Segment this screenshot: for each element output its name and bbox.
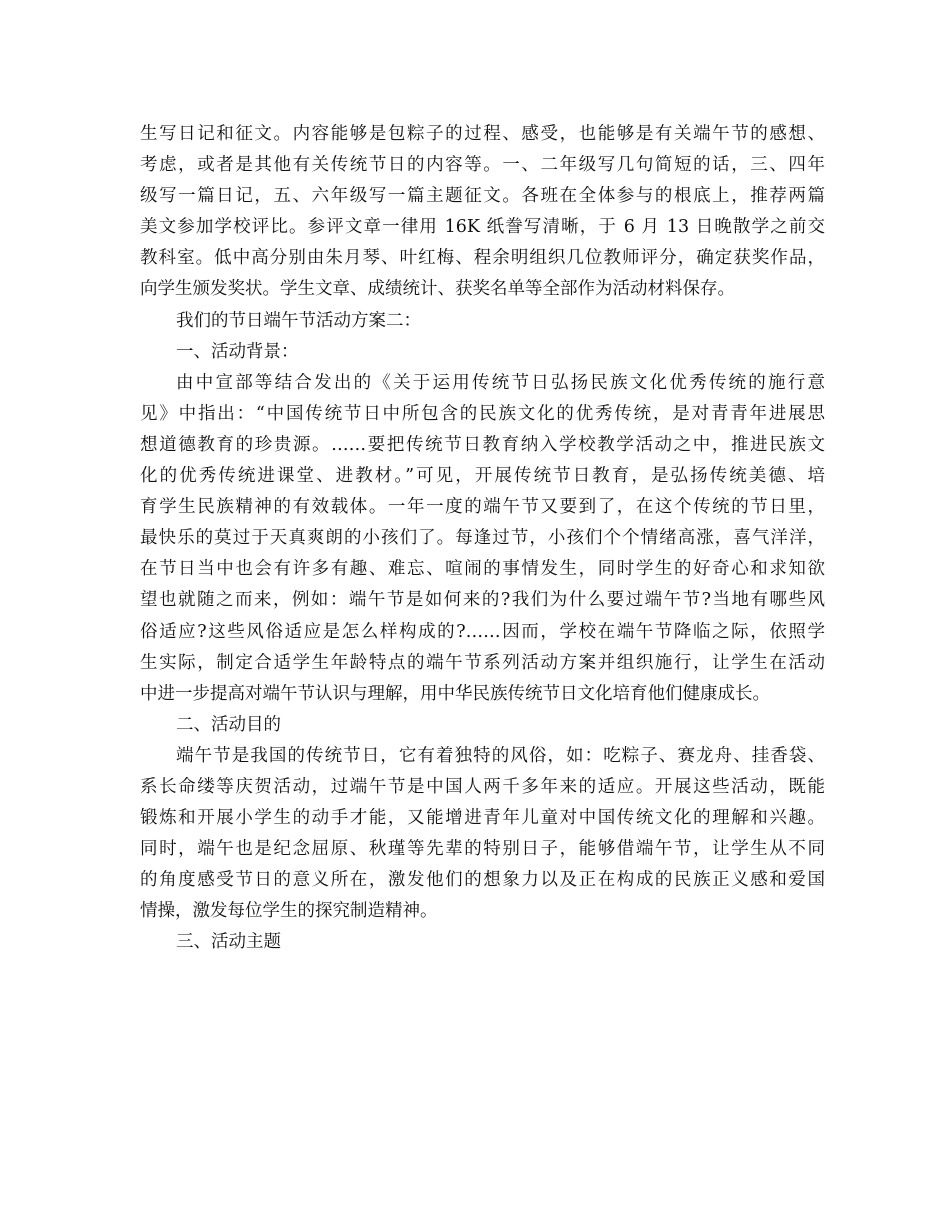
paragraph-line: 美文参加学校评比。参评文章一律用 16K 纸誊写清晰，于 6 月 13 日晚散学之前交 <box>140 217 825 238</box>
paragraph-line: 教科室。低中高分别由朱月琴、叶红梅、程余明组织几位教师评分，确定获奖作品， <box>140 248 825 269</box>
paragraph-line: 级写一篇日记，五、六年级写一篇主题征文。各班在全体参与的根底上，推荐两篇 <box>140 186 825 207</box>
paragraph-line: 见》中指出：“中国传统节日中所包含的民族文化的优秀传统，是对青青年进展思 <box>140 403 825 424</box>
paragraph-line: 由中宣部等结合发出的《关于运用传统节日弘扬民族文化优秀传统的施行意 <box>176 372 825 393</box>
paragraph-line: 生实际，制定合适学生年龄特点的端午节系列活动方案并组织施行，让学生在活动 <box>140 652 825 673</box>
paragraph-line: 想道德教育的珍贵源。……要把传统节日教育纳入学校教学活动之中，推进民族文 <box>140 434 825 455</box>
paragraph-line: 锻炼和开展小学生的动手才能，又能增进青年儿童对中国传统文化的理解和兴趣。 <box>140 808 825 829</box>
paragraph-line: 的角度感受节日的意义所在，激发他们的想象力以及正在构成的民族正义感和爱国 <box>140 870 825 891</box>
paragraph-line: 俗适应?这些风俗适应是怎么样构成的?……因而，学校在端午节降临之际，依照学 <box>140 621 825 642</box>
paragraph-line: 最快乐的莫过于天真爽朗的小孩们了。每逢过节，小孩们个个情绪高涨，喜气洋洋， <box>140 528 825 549</box>
paragraph-line: 向学生颁发奖状。学生文章、成绩统计、获奖名单等全部作为活动材料保存。 <box>140 279 735 300</box>
document-page <box>140 119 825 959</box>
paragraph-line: 育学生民族精神的有效载体。一年一度的端午节又要到了，在这个传统的节日里， <box>140 497 825 518</box>
paragraph-line: 生写日记和征文。内容能够是包粽子的过程、感受，也能够是有关端午节的感想、 <box>140 124 825 144</box>
paragraph-line: 端午节是我国的传统节日，它有着独特的风俗，如：吃粽子、赛龙舟、挂香袋、 <box>176 745 825 766</box>
paragraph-line: 在节日当中也会有许多有趣、难忘、喧闹的事情发生，同时学生的好奇心和求知欲 <box>140 559 825 580</box>
paragraph-line: 二、活动目的 <box>176 714 281 735</box>
paragraph-line: 情操，激发每位学生的探究制造精神。 <box>140 901 438 922</box>
paragraph-line: 化的优秀传统进课堂、进教材。”可见，开展传统节日教育，是弘扬传统美德、培 <box>140 466 825 487</box>
paragraph-line: 我们的节日端午节活动方案二： <box>176 310 421 331</box>
paragraph-line: 一、活动背景： <box>176 341 299 362</box>
paragraph-line: 望也就随之而来，例如：端午节是如何来的?我们为什么要过端午节?当地有哪些风 <box>140 590 825 611</box>
paragraph-line: 三、活动主题 <box>176 932 281 953</box>
paragraph-line: 考虑，或者是其他有关传统节日的内容等。一、二年级写几句简短的话，三、四年 <box>140 155 825 176</box>
paragraph-line: 同时，端午也是纪念屈原、秋瑾等先辈的特别日子，能够借端午节，让学生从不同 <box>140 839 825 860</box>
paragraph-line: 中进一步提高对端午节认识与理解，用中华民族传统节日文化培育他们健康成长。 <box>140 683 770 704</box>
paragraph-line: 系长命缕等庆贺活动，过端午节是中国人两千多年来的适应。开展这些活动，既能 <box>140 776 825 797</box>
